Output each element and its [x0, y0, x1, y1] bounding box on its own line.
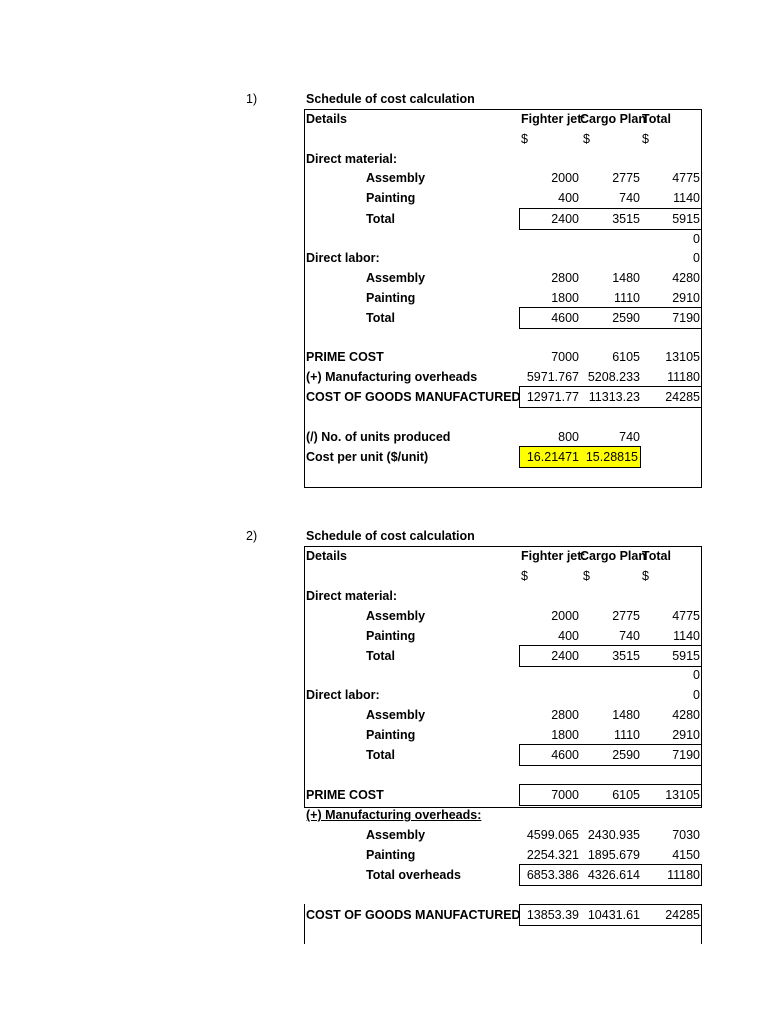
row-label: Assembly — [366, 708, 426, 722]
section-2-number: 2) — [246, 529, 258, 543]
row-label: Total — [366, 311, 395, 325]
cell-col2: 2430.935 — [587, 828, 640, 842]
cell-col2: 3515 — [612, 649, 640, 663]
header-total: Total — [642, 112, 671, 126]
header-cargo-plane: Cargo Plan — [580, 112, 646, 126]
row-label: PRIME COST — [306, 788, 384, 802]
cell-col3: 4280 — [672, 271, 700, 285]
row-label: (+) Manufacturing overheads — [306, 370, 478, 384]
cell-col2: 1110 — [614, 728, 640, 742]
row-label: Painting — [366, 728, 416, 742]
cell-col2: 1480 — [612, 271, 640, 285]
table-2-left-border-upper — [304, 546, 305, 808]
cell-col1: 13853.39 — [526, 908, 579, 922]
currency-col3: $ — [642, 132, 649, 146]
cell-col2: 1110 — [614, 291, 640, 305]
currency-col1: $ — [521, 569, 528, 583]
cell-col3: 4150 — [672, 848, 700, 862]
cell-col3: 24285 — [665, 908, 700, 922]
cell-col2: 740 — [619, 629, 640, 643]
row-label: Total — [366, 649, 395, 663]
cell-col1: 16.21471 — [526, 450, 579, 464]
cell-col3: 2910 — [672, 728, 700, 742]
currency-col3: $ — [642, 569, 649, 583]
cell-col1: 1800 — [551, 291, 579, 305]
cell-col2: 3515 — [612, 212, 640, 226]
cell-col2: 740 — [619, 430, 640, 444]
cell-col3: 24285 — [665, 390, 700, 404]
cell-col2: 1895.679 — [587, 848, 640, 862]
cell-col3: 13105 — [665, 350, 700, 364]
cell-col1: 800 — [558, 430, 579, 444]
cell-col1: 1800 — [551, 728, 579, 742]
cell-col1: 2800 — [551, 271, 579, 285]
row-label: Cost per unit ($/unit) — [306, 450, 429, 464]
cell-col1: 7000 — [551, 788, 579, 802]
cell-col3: 7190 — [672, 311, 700, 325]
cell-col3: 0 — [693, 232, 700, 246]
row-label: COST OF GOODS MANUFACTURED — [306, 908, 521, 922]
cell-col3: 4775 — [672, 171, 700, 185]
header-details: Details — [306, 112, 347, 126]
cell-col3: 11180 — [667, 370, 700, 384]
row-label: Painting — [366, 191, 416, 205]
cell-col2: 5208.233 — [587, 370, 640, 384]
cell-col3: 11180 — [667, 868, 700, 882]
cell-col1: 2400 — [551, 212, 579, 226]
cell-col1: 12971.77 — [526, 390, 579, 404]
cell-col2: 11313.23 — [588, 390, 640, 404]
cell-col1: 2400 — [551, 649, 579, 663]
cell-col2: 2590 — [612, 311, 640, 325]
table-1-bottom-border — [304, 487, 702, 488]
cell-col3: 13105 — [665, 788, 700, 802]
header-fighter-jet: Fighter jet: — [521, 549, 586, 563]
row-label: Assembly — [366, 828, 426, 842]
cell-col3: 1140 — [673, 629, 700, 643]
cell-col1: 4600 — [551, 311, 579, 325]
table-1-left-border — [304, 109, 305, 488]
currency-col2: $ — [583, 132, 590, 146]
cell-col2: 6105 — [612, 350, 640, 364]
cell-col2: 15.28815 — [585, 450, 638, 464]
row-label: Assembly — [366, 171, 426, 185]
row-label: COST OF GOODS MANUFACTURED — [306, 390, 521, 404]
table-2-top-border — [304, 546, 702, 547]
cell-col3: 7030 — [672, 828, 700, 842]
currency-col2: $ — [583, 569, 590, 583]
cell-col2: 740 — [619, 191, 640, 205]
table-2-right-border-upper — [701, 546, 702, 808]
cell-col1: 2800 — [551, 708, 579, 722]
row-label: Painting — [366, 848, 416, 862]
header-cargo-plane: Cargo Plan — [580, 549, 646, 563]
cell-col1: 400 — [558, 191, 579, 205]
section-1-title: Schedule of cost calculation — [306, 92, 475, 106]
row-label: Assembly — [366, 271, 426, 285]
row-label: PRIME COST — [306, 350, 384, 364]
row-label: (/) No. of units produced — [306, 430, 451, 444]
cell-col1: 2254.321 — [526, 848, 579, 862]
cell-col3: 5915 — [672, 212, 700, 226]
row-label: Assembly — [366, 609, 426, 623]
row-label: Total — [366, 748, 395, 762]
cell-col2: 4326.614 — [587, 868, 640, 882]
row-label: Direct labor: — [306, 251, 380, 265]
currency-col1: $ — [521, 132, 528, 146]
header-details: Details — [306, 549, 347, 563]
cell-col3: 0 — [693, 688, 700, 702]
cell-col2: 2775 — [612, 609, 640, 623]
cell-col3: 5915 — [672, 649, 700, 663]
cell-col3: 1140 — [673, 191, 700, 205]
cell-col1: 7000 — [551, 350, 579, 364]
cell-col2: 1480 — [612, 708, 640, 722]
cell-col1: 4600 — [551, 748, 579, 762]
cell-col3: 4280 — [672, 708, 700, 722]
cell-col2: 6105 — [612, 788, 640, 802]
row-label: Direct material: — [306, 152, 398, 166]
cell-col1: 6853.386 — [526, 868, 579, 882]
cell-col1: 400 — [558, 629, 579, 643]
cell-col2: 2590 — [612, 748, 640, 762]
cell-col3: 7190 — [672, 748, 700, 762]
cell-col1: 2000 — [551, 171, 579, 185]
cell-col1: 2000 — [551, 609, 579, 623]
row-label: Direct material: — [306, 589, 398, 603]
row-label-overheads-heading: (+) Manufacturing overheads: — [306, 808, 482, 822]
header-fighter-jet: Fighter jet: — [521, 112, 586, 126]
cell-col1: 4599.065 — [526, 828, 579, 842]
row-label: Direct labor: — [306, 688, 380, 702]
row-label: Painting — [366, 629, 416, 643]
table-2-left-border-lower — [304, 904, 305, 944]
section-1-number: 1) — [246, 92, 258, 106]
table-1-right-border — [701, 109, 702, 488]
cell-col3: 0 — [693, 668, 700, 682]
row-label: Total overheads — [366, 868, 461, 882]
row-label: Painting — [366, 291, 416, 305]
cell-col3: 2910 — [672, 291, 700, 305]
row-label: Total — [366, 212, 395, 226]
cell-col3: 4775 — [672, 609, 700, 623]
cell-col2: 2775 — [612, 171, 640, 185]
cell-col3: 0 — [693, 251, 700, 265]
cell-col2: 10431.61 — [587, 908, 640, 922]
section-2-title: Schedule of cost calculation — [306, 529, 475, 543]
header-total: Total — [642, 549, 671, 563]
cell-col1: 5971.767 — [526, 370, 579, 384]
table-1-top-border — [304, 109, 702, 110]
